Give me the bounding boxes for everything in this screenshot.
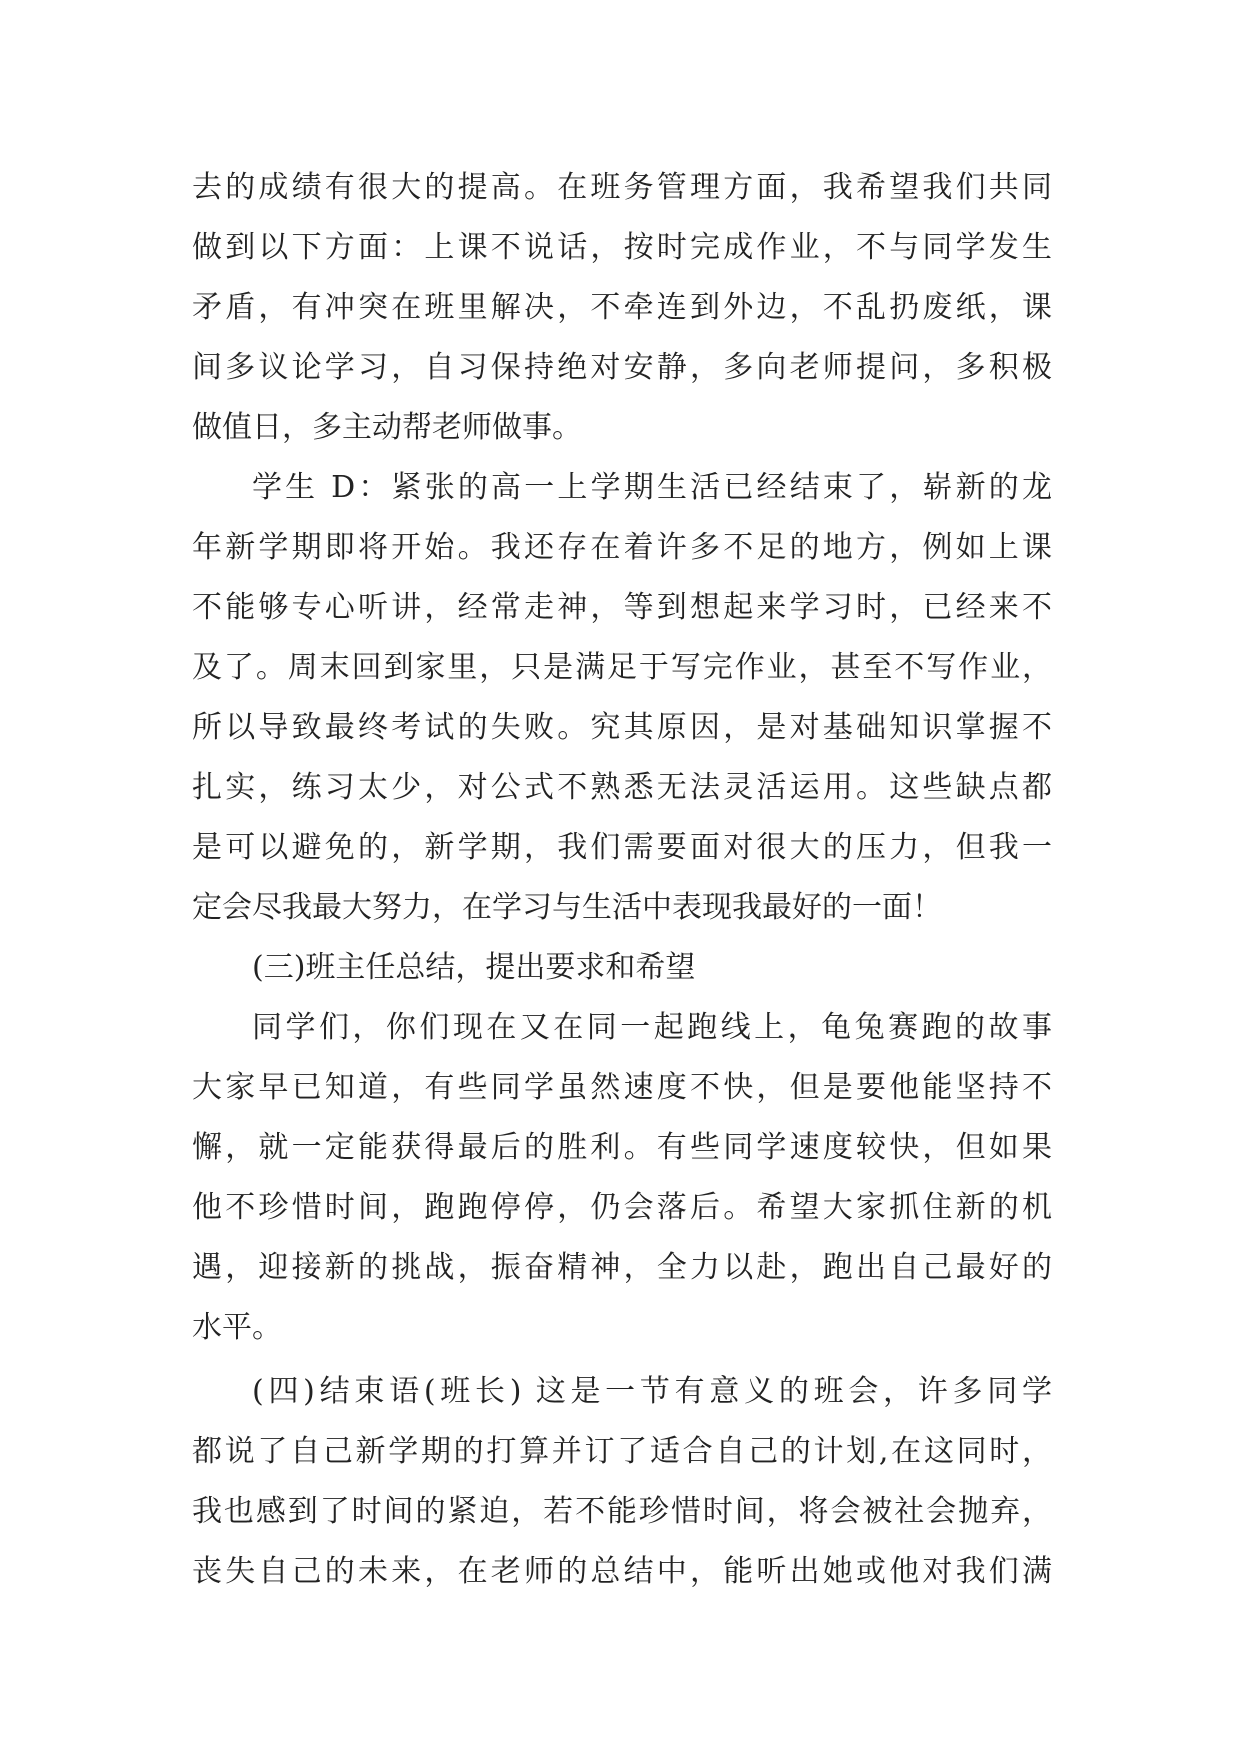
text-line: 年新学期即将开始。我还存在着许多不足的地方，例如上课 — [192, 530, 1052, 565]
text-line: 水平。 — [192, 1310, 282, 1345]
text-line: 做值日，多主动帮老师做事。 — [192, 410, 582, 445]
text-line: 是可以避免的，新学期，我们需要面对很大的压力，但我一 — [192, 830, 1052, 865]
text-line: 丧失自己的未来，在老师的总结中，能听出她或他对我们满 — [192, 1554, 1052, 1589]
text-line: 做到以下方面：上课不说话，按时完成作业，不与同学发生 — [192, 230, 1052, 265]
text-line: 定会尽我最大努力，在学习与生活中表现我最好的一面！ — [192, 890, 942, 925]
text-line: 都说了自己新学期的打算并订了适合自己的计划,在这同时， — [192, 1434, 1052, 1469]
text-line: 学生 D：紧张的高一上学期生活已经结束了，崭新的龙 — [252, 470, 1052, 505]
text-line: 间多议论学习，自习保持绝对安静，多向老师提问，多积极 — [192, 350, 1052, 385]
text-line: 大家早已知道，有些同学虽然速度不快，但是要他能坚持不 — [192, 1070, 1052, 1105]
text-line: 所以导致最终考试的失败。究其原因，是对基础知识掌握不 — [192, 710, 1052, 745]
section-heading: (三)班主任总结，提出要求和希望 — [252, 950, 696, 985]
text-line: 扎实，练习太少，对公式不熟悉无法灵活运用。这些缺点都 — [192, 770, 1052, 805]
text-line: 他不珍惜时间，跑跑停停，仍会落后。希望大家抓住新的机 — [192, 1190, 1052, 1225]
text-line: 同学们，你们现在又在同一起跑线上，龟兔赛跑的故事 — [252, 1010, 1052, 1045]
text-line: 懈，就一定能获得最后的胜利。有些同学速度较快，但如果 — [192, 1130, 1052, 1165]
document-body — [192, 158, 1052, 1602]
text-line: 不能够专心听讲，经常走神，等到想起来学习时，已经来不 — [192, 590, 1052, 625]
text-line: 去的成绩有很大的提高。在班务管理方面，我希望我们共同 — [192, 170, 1052, 205]
text-line: 我也感到了时间的紧迫，若不能珍惜时间，将会被社会抛弃， — [192, 1494, 1052, 1529]
text-line: 矛盾，有冲突在班里解决，不牵连到外边，不乱扔废纸，课 — [192, 290, 1052, 325]
text-line: (四)结束语(班长) 这是一节有意义的班会，许多同学 — [252, 1374, 1052, 1409]
text-line: 遇，迎接新的挑战，振奋精神，全力以赴，跑出自己最好的 — [192, 1250, 1052, 1285]
text-line: 及了。周末回到家里，只是满足于写完作业，甚至不写作业， — [192, 650, 1052, 685]
